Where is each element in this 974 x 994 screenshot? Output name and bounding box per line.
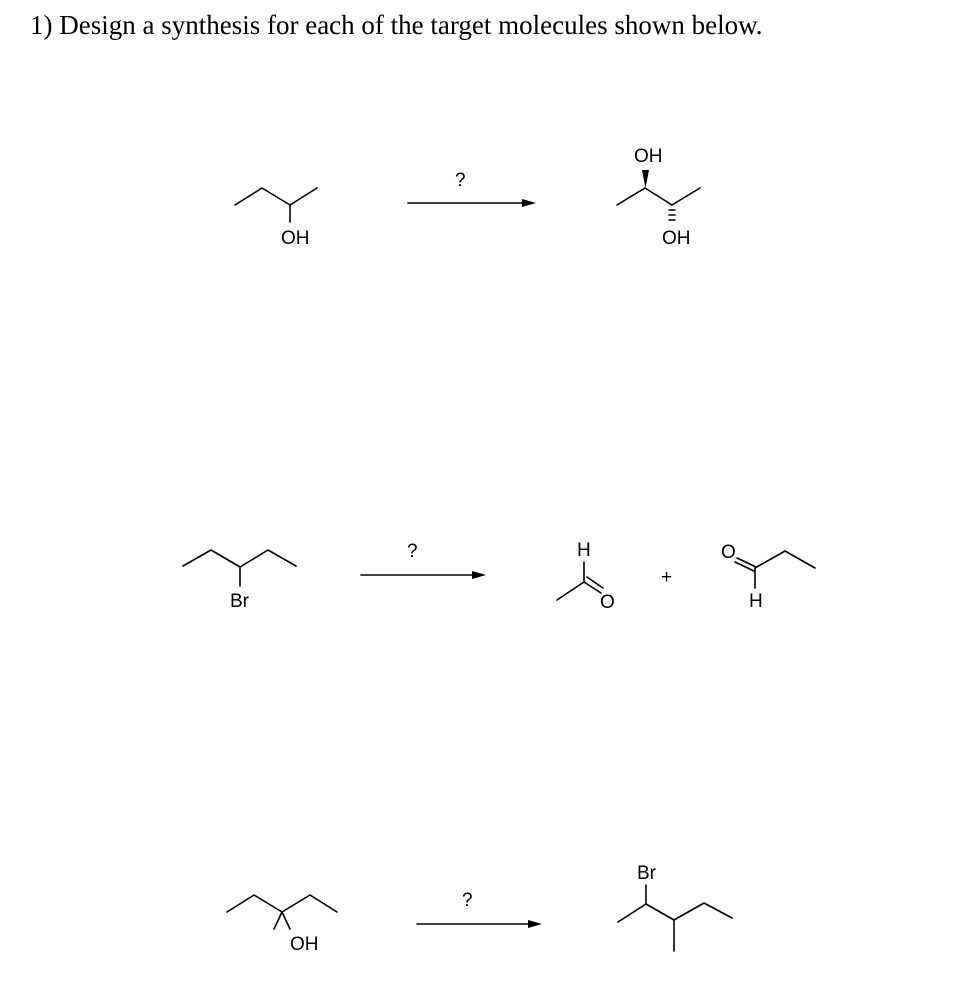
reaction-2-product-2-h-label: H xyxy=(749,591,763,612)
reaction-3-product-br-label: Br xyxy=(637,863,656,884)
reaction-2-product-2-molecule xyxy=(721,542,815,612)
reaction-1-product-molecule xyxy=(617,146,700,249)
reaction-1-product-oh-bottom-label: OH xyxy=(662,228,691,249)
reaction-1-wedge-bond xyxy=(642,170,649,188)
reaction-1-product-oh-top-label: OH xyxy=(634,146,663,167)
reaction-3-reactant-oh-label: OH xyxy=(290,934,319,955)
reaction-2-reactant-molecule xyxy=(183,550,296,612)
reaction-3-arrow xyxy=(417,890,542,928)
reaction-1 xyxy=(235,146,700,249)
reaction-2-plus-sign: + xyxy=(661,567,673,588)
reaction-3 xyxy=(227,863,732,955)
reaction-1-hash-bond xyxy=(669,210,675,220)
reaction-3-product-molecule xyxy=(618,863,732,951)
reaction-2-reactant-br-label: Br xyxy=(230,591,249,612)
reaction-2-product-1-o-label: O xyxy=(600,592,615,613)
reaction-1-reagent-label: ? xyxy=(455,170,466,191)
question-title: 1) Design a synthesis for each of the target molecules shown below. xyxy=(30,10,763,40)
reaction-1-reactant-molecule xyxy=(235,188,317,249)
reaction-3-reactant-molecule xyxy=(227,895,337,955)
reaction-2-arrow xyxy=(361,541,486,579)
reaction-3-reagent-label: ? xyxy=(462,890,473,911)
reaction-2-reagent-label: ? xyxy=(407,541,418,562)
reaction-2 xyxy=(183,540,815,613)
reaction-1-arrow xyxy=(408,170,536,207)
reaction-2-product-2-o-label: O xyxy=(721,542,736,563)
reaction-2-product-1-h-label: H xyxy=(577,540,591,561)
reaction-1-reactant-oh-label: OH xyxy=(281,228,310,249)
reaction-2-product-1-molecule xyxy=(557,540,615,613)
